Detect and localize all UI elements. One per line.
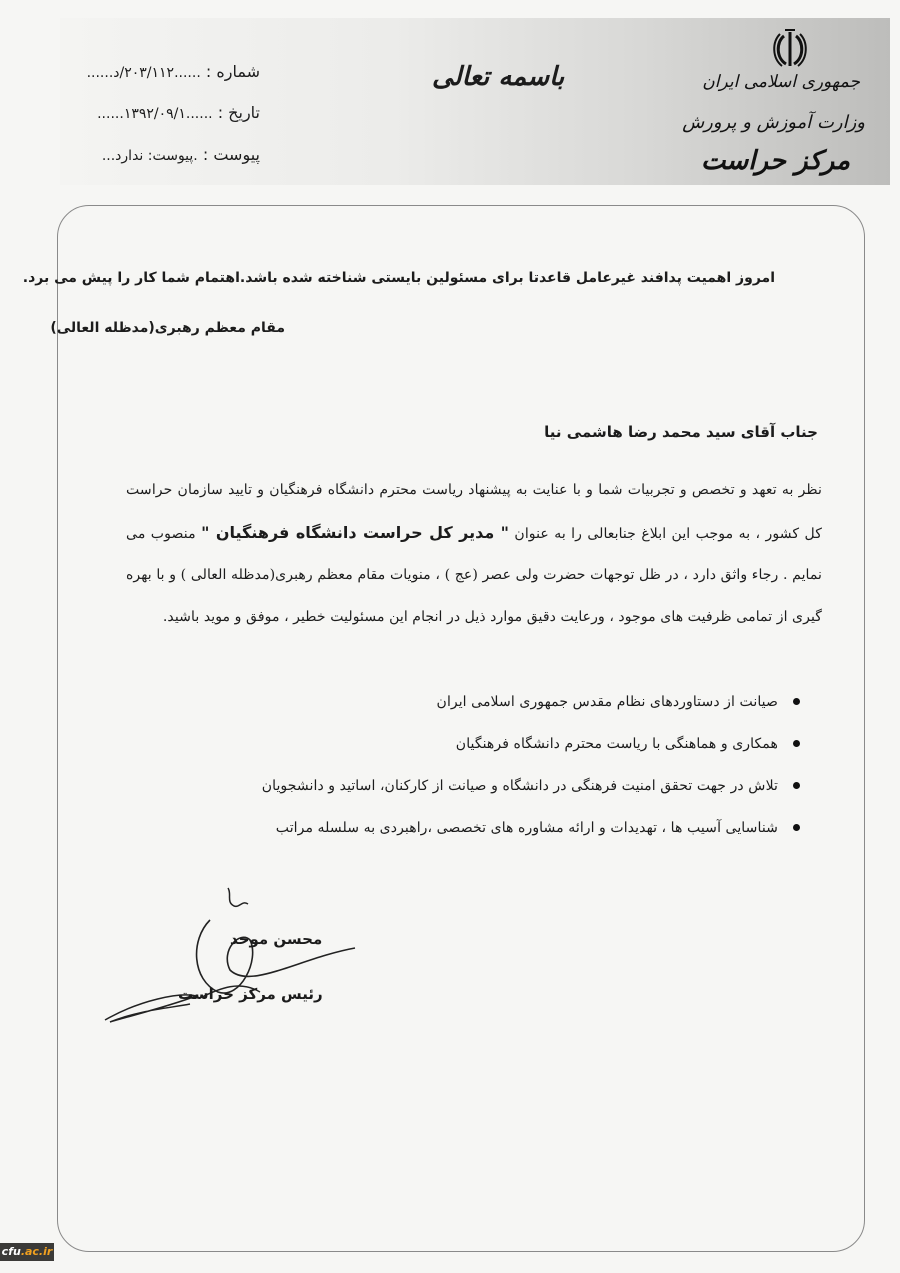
letter-date bbox=[72, 103, 260, 122]
country-name: جمهوری اسلامی ایران bbox=[702, 72, 860, 92]
list-item-text: صیانت از دستاوردهای نظام مقدس جمهوری اسلامی ایران bbox=[436, 694, 778, 710]
attachment-label: پیوست : bbox=[202, 145, 260, 164]
bismillah-heading: باسمه تعالی bbox=[432, 62, 565, 92]
bullet-icon bbox=[793, 698, 800, 705]
list-item bbox=[262, 730, 800, 772]
letter-body bbox=[126, 470, 822, 638]
signatory-name: محسن موحد bbox=[230, 930, 323, 948]
watermark-part2: .ac.ir bbox=[20, 1245, 53, 1258]
body-part-1: نظر به تعهد و تخصص و تجربیات شما و با عنایت به پیشنهاد ریاست محترم دانشگاه فرهنگیان و تایید سازمان حراست کل کشور ، به موجب این ابلاغ جنابعالی را به عنوان bbox=[126, 482, 822, 542]
bullet-icon bbox=[793, 782, 800, 789]
bullet-icon bbox=[793, 740, 800, 747]
list-item-text: شناسایی آسیب ها ، تهدیدات و ارائه مشاوره های تخصصی ،راهبردی به سلسله مراتب bbox=[275, 820, 778, 836]
bullet-icon bbox=[793, 824, 800, 831]
ministry-name: وزارت آموزش و پرورش bbox=[682, 112, 865, 133]
list-item-text: همکاری و هماهنگی با ریاست محترم دانشگاه فرهنگیان bbox=[455, 736, 778, 752]
letter-attachment bbox=[72, 145, 260, 164]
date-value: ......۱۳۹۲/۰۹/۱...... bbox=[97, 106, 213, 122]
iran-emblem-icon bbox=[770, 28, 810, 72]
quote-source: مقام معظم رهبری(مدظله العالی) bbox=[50, 320, 285, 336]
number-label: شماره : bbox=[205, 62, 260, 81]
duties-list bbox=[262, 688, 800, 856]
list-item bbox=[262, 688, 800, 730]
leader-quote: امروز اهمیت پدافند غیرعامل قاعدتا برای مسئولین بایستی شناخته شده باشد.اهتمام شما کار را پیش می برد. bbox=[22, 270, 775, 286]
signatory-title: رئیس مرکز حراست bbox=[178, 985, 323, 1003]
body-part-2: منصوب می نمایم . رجاء واثق دارد ، در ظل توجهات حضرت ولی عصر (عج ) ، منویات مقام معظم رهبری(مدظله العالی ) و با بهره گیری از تمامی ظرفیت های موجود ، ورعایت دقیق موارد ذیل در انجام این مسئولیت خطیر ، موفق و موید باشید. bbox=[126, 525, 822, 625]
office-name: مرکز حراست bbox=[700, 146, 850, 176]
handwritten-signature bbox=[100, 880, 370, 1040]
list-item bbox=[262, 814, 800, 856]
letter-number bbox=[72, 62, 260, 81]
number-value: ......۲۰۳/۱۱۲/د...... bbox=[86, 65, 201, 81]
list-item-text: تلاش در جهت تحقق امنیت فرهنگی در دانشگاه و صیانت از کارکنان، اساتید و دانشجویان bbox=[261, 778, 778, 794]
salutation: جناب آقای سید محمد رضا هاشمی نیا bbox=[544, 423, 818, 441]
list-item bbox=[262, 772, 800, 814]
appointment-title: " مدیر کل حراست دانشگاه فرهنگیان " bbox=[201, 522, 510, 542]
watermark-part1: cfu bbox=[1, 1245, 21, 1258]
date-label: تاریخ : bbox=[217, 103, 260, 122]
site-watermark bbox=[0, 1243, 54, 1261]
attachment-value: .پیوست: ندارد... bbox=[101, 148, 198, 164]
